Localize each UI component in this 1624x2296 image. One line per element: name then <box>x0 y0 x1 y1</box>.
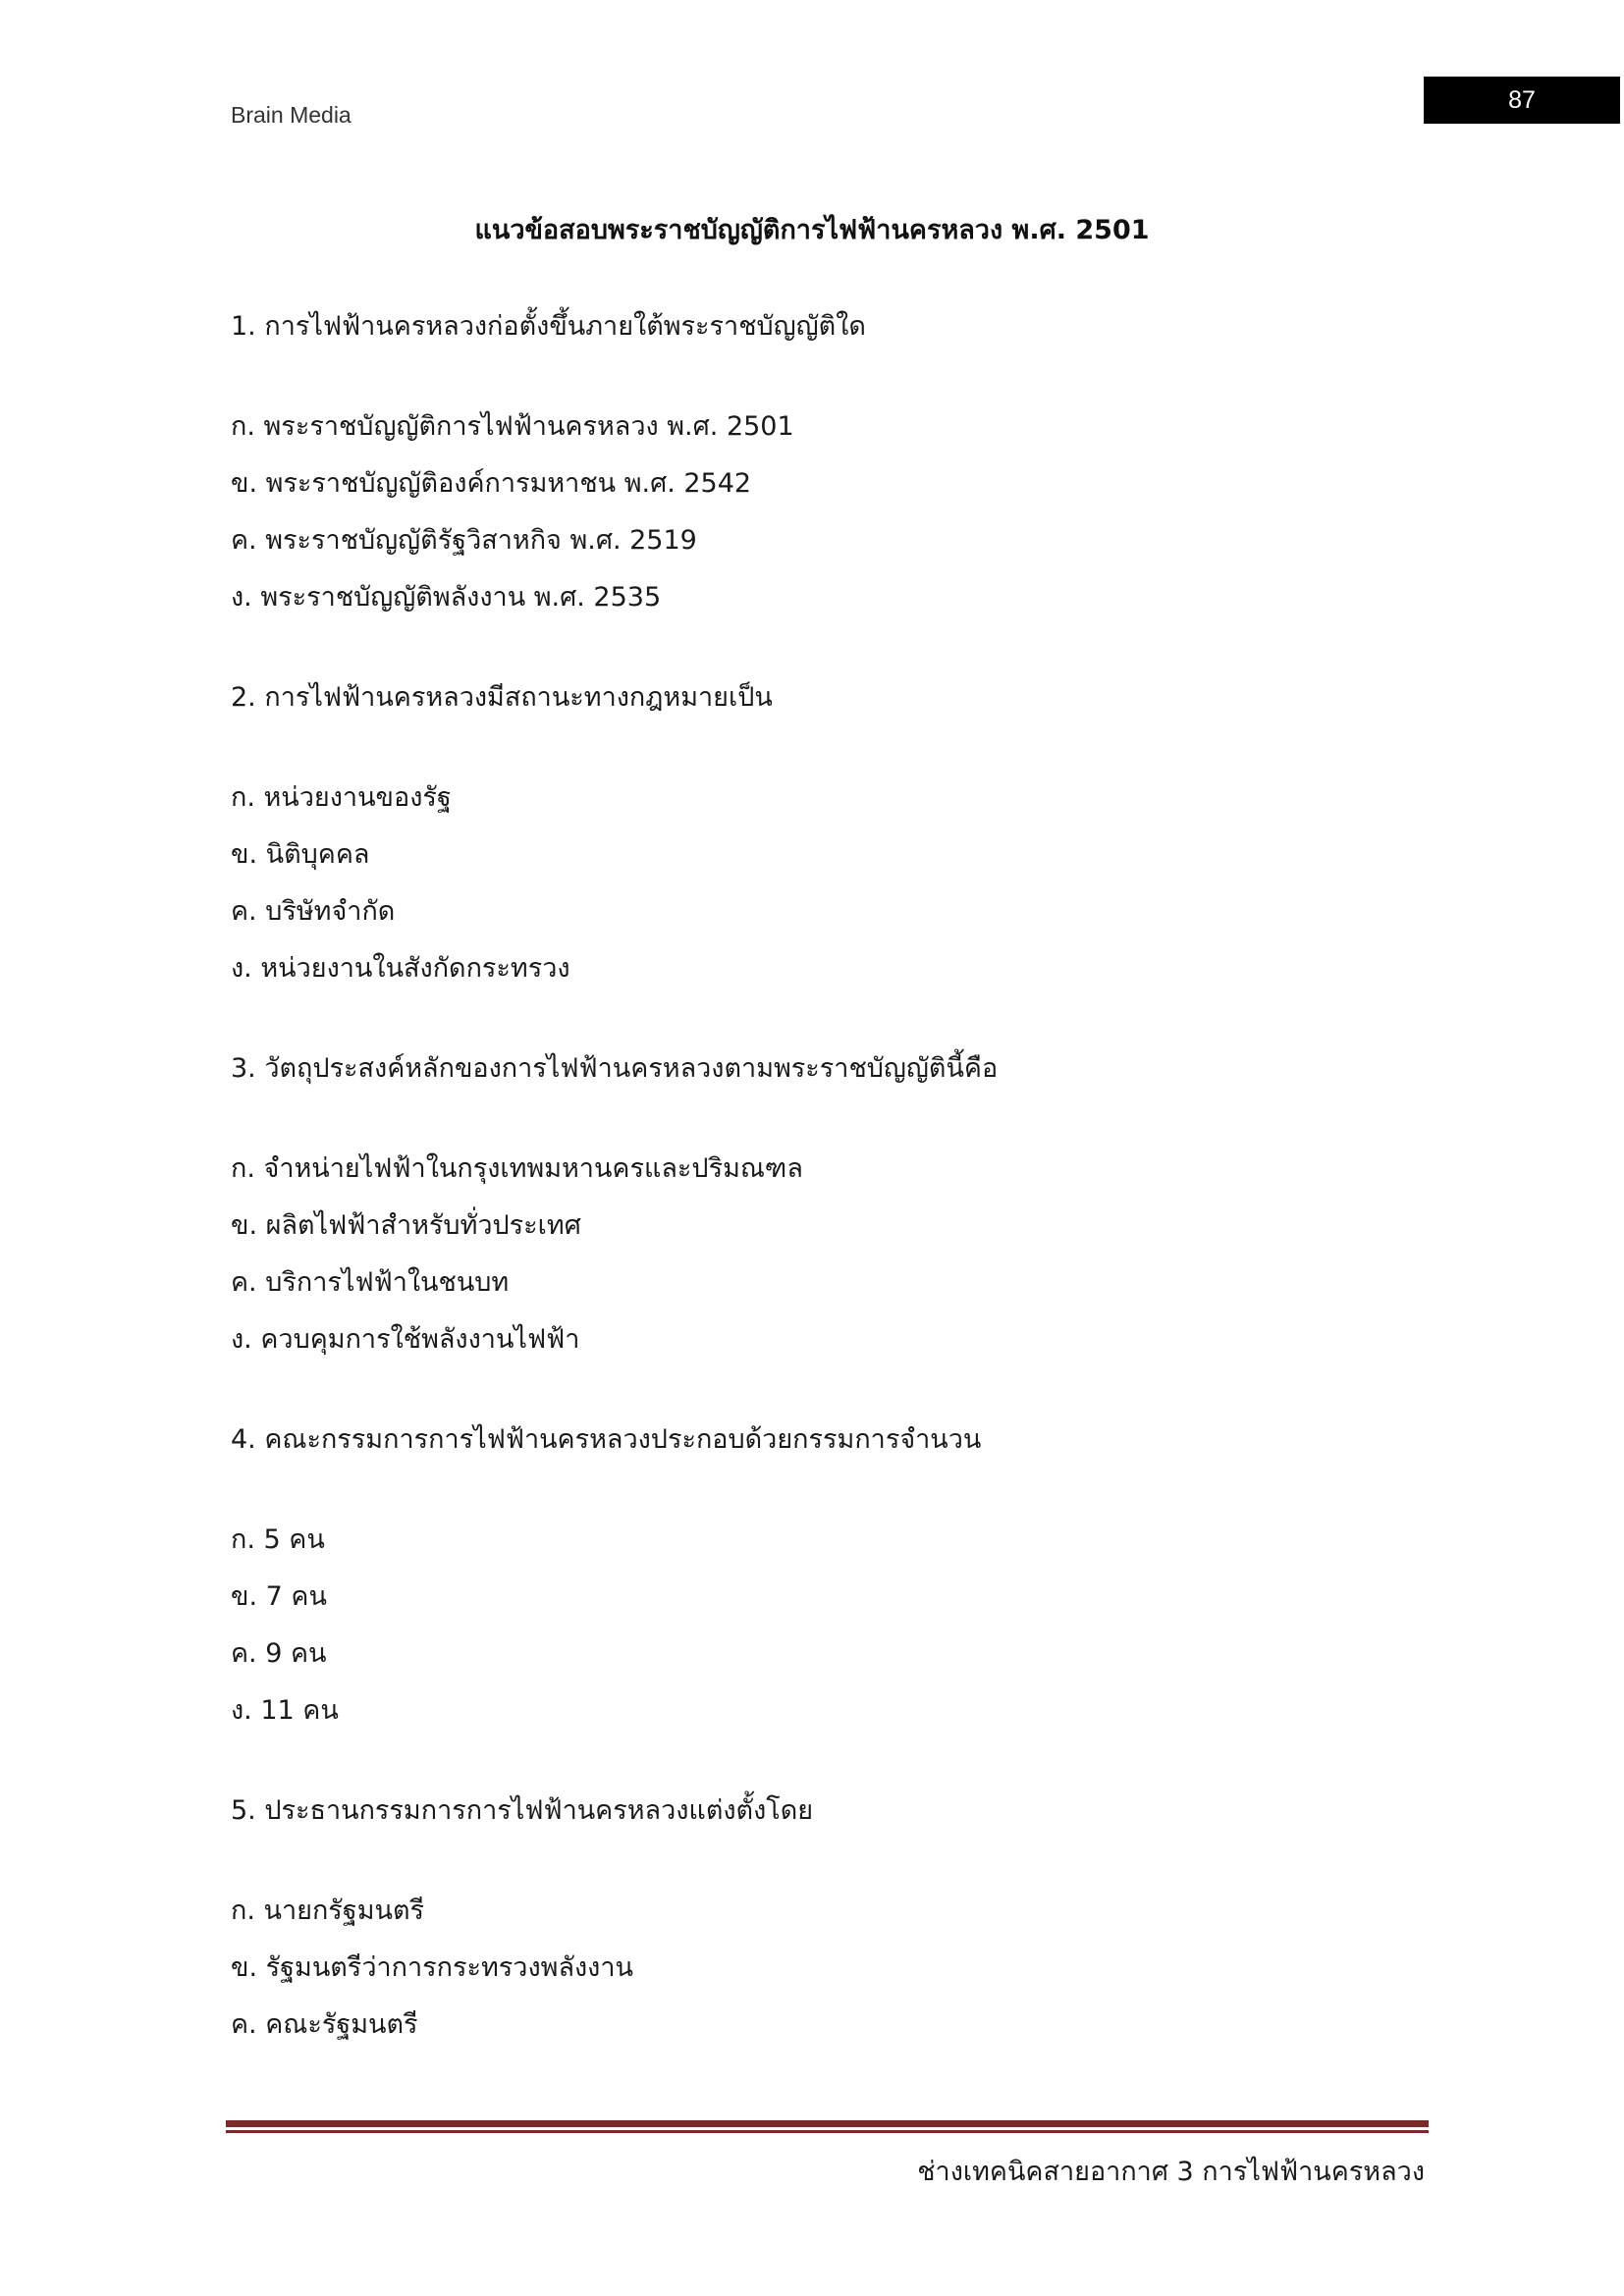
question-4 <box>231 1412 1409 1739</box>
document-title: แนวข้อสอบพระราชบัญญัติการไฟฟ้านครหลวง พ.ศ. 2501 <box>474 215 1150 245</box>
question-3 <box>231 1041 1409 1368</box>
option-b: ข. 7 คน <box>231 1581 327 1612</box>
question-1 <box>231 298 1409 626</box>
option-list <box>231 1883 1409 2054</box>
option-c: ค. คณะรัฐมนตรี <box>231 2009 418 2040</box>
option-a: ก. นายกรัฐมนตรี <box>231 1896 424 1926</box>
option-b: ข. ผลิตไฟฟ้าสำหรับทั่วประเทศ <box>231 1210 581 1241</box>
option-list <box>231 399 1409 626</box>
question-text: 4. คณะกรรมการการไฟฟ้านครหลวงประกอบด้วยกรรมการจำนวน <box>231 1424 982 1455</box>
option-b: ข. พระราชบัญญัติองค์การมหาชน พ.ศ. 2542 <box>231 468 752 499</box>
option-d: ง. 11 คน <box>231 1695 339 1726</box>
option-c: ค. บริการไฟฟ้าในชนบท <box>231 1267 510 1298</box>
page-number-badge: 87 <box>1424 77 1620 124</box>
option-list <box>231 1141 1409 1368</box>
option-a: ก. 5 คน <box>231 1524 325 1555</box>
footer-caption: ช่างเทคนิคสายอากาศ 3 การไฟฟ้านครหลวง <box>917 2157 1425 2187</box>
footer-divider-thick <box>226 2120 1429 2127</box>
footer-divider-thin <box>226 2130 1429 2133</box>
option-c: ค. 9 คน <box>231 1638 327 1669</box>
question-text: 5. ประธานกรรมการการไฟฟ้านครหลวงแต่งตั้งโดย <box>231 1795 814 1826</box>
question-text: 2. การไฟฟ้านครหลวงมีสถานะทางกฎหมายเป็น <box>231 682 773 713</box>
question-text: 1. การไฟฟ้านครหลวงก่อตั้งขึ้นภายใต้พระราชบัญญัติใด <box>231 311 866 342</box>
option-list <box>231 1512 1409 1739</box>
option-c: ค. พระราชบัญญัติรัฐวิสาหกิจ พ.ศ. 2519 <box>231 525 697 556</box>
option-b: ข. นิติบุคคล <box>231 839 370 870</box>
question-2 <box>231 669 1409 997</box>
question-text: 3. วัตถุประสงค์หลักของการไฟฟ้านครหลวงตามพระราชบัญญัตินี้คือ <box>231 1053 999 1084</box>
option-list <box>231 770 1409 997</box>
option-a: ก. หน่วยงานของรัฐ <box>231 782 452 813</box>
question-list <box>231 298 1409 2097</box>
option-d: ง. หน่วยงานในสังกัดกระทรวง <box>231 953 570 984</box>
question-5 <box>231 1783 1409 2054</box>
option-c: ค. บริษัทจำกัด <box>231 896 396 927</box>
option-d: ง. พระราชบัญญัติพลังงาน พ.ศ. 2535 <box>231 582 662 613</box>
option-a: ก. จำหน่ายไฟฟ้าในกรุงเทพมหานครและปริมณฑล <box>231 1153 803 1184</box>
option-a: ก. พระราชบัญญัติการไฟฟ้านครหลวง พ.ศ. 2501 <box>231 411 794 442</box>
footer-divider <box>226 2120 1429 2134</box>
option-d: ง. ควบคุมการใช้พลังงานไฟฟ้า <box>231 1324 580 1355</box>
brand-name: Brain Media <box>231 102 352 128</box>
option-b: ข. รัฐมนตรีว่าการกระทรวงพลังงาน <box>231 1952 633 1983</box>
